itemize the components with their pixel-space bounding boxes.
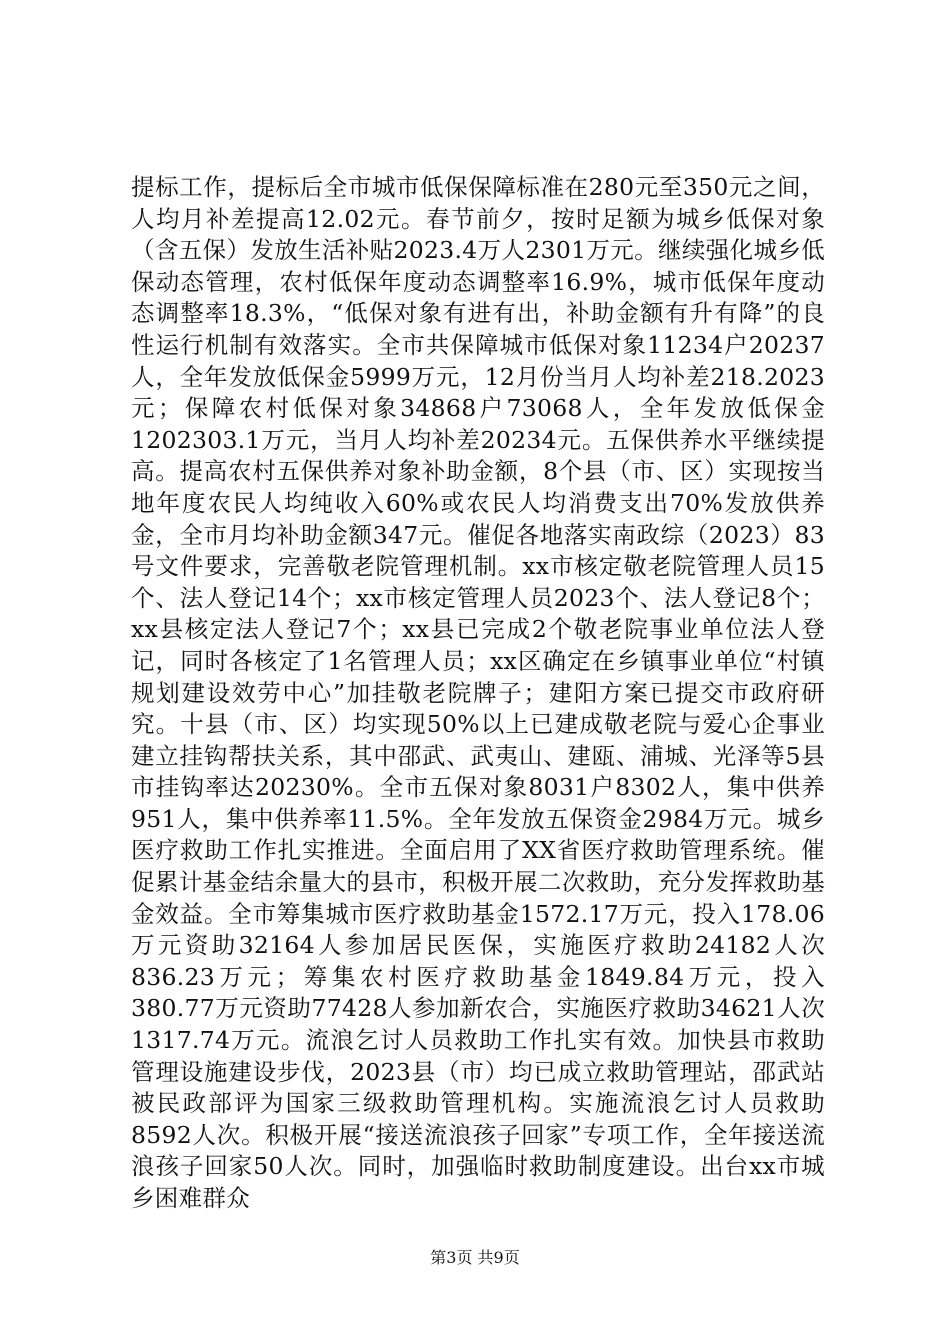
- page-number-footer: 第3页 共9页: [430, 1248, 520, 1267]
- body-paragraph: 提标工作，提标后全市城市低保保障标准在280元至350元之间，人均月补差提高12.02元。春节前夕，按时足额为城乡低保对象（含五保）发放生活补贴2023.4万人2301万元。继续强化城乡低保动态管理，农村低保年度动态调整率16.9%，城市低保年度动态调整率18.3%，“低保对象有进有出，补助金额有升有降”的良性运行机制有效落实。全市共保障城市低保对象11234户20237人，全年发放低保金5999万元，12月份当月人均补差218.2023元；保障农村低保对象34868户73068人，全年发放低保金1202303.1万元，当月人均补差20234元。五保供养水平继续提高。提高农村五保供养对象补助金额，8个县（市、区）实现按当地年度农民人均纯收入60%或农民人均消费支出70%发放供养金，全市月均补助金额347元。催促各地落实南政综（2023）83号文件要求，完善敬老院管理机制。xx市核定敬老院管理人员15个、法人登记14个；xx市核定管理人员2023个、法人登记8个；xx县核定法人登记7个；xx县已完成2个敬老院事业单位法人登记，同时各核定了1名管理人员；xx区确定在乡镇事业单位“村镇规划建设效劳中心”加挂敬老院牌子；建阳方案已提交市政府研究。十县（市、区）均实现50%以上已建成敬老院与爱心企事业建立挂钩帮扶关系，其中邵武、武夷山、建瓯、浦城、光泽等5县市挂钩率达20230%。全市五保对象8031户8302人，集中供养951人，集中供养率11.5%。全年发放五保资金2984万元。城乡医疗救助工作扎实推进。全面启用了XX省医疗救助管理系统。催促累计基金结余量大的县市，积极开展二次救助，充分发挥救助基金效益。全市筹集城市医疗救助基金1572.17万元，投入178.06万元资助32164人参加居民医保，实施医疗救助24182人次836.23万元；筹集农村医疗救助基金1849.84万元，投入380.77万元资助77428人参加新农合，实施医疗救助34621人次1317.74万元。流浪乞讨人员救助工作扎实有效。加快县市救助管理设施建设步伐，2023县（市）均已成立救助管理站，邵武站被民政部评为国家三级救助管理机构。实施流浪乞讨人员救助8592人次。积极开展“接送流浪孩子回家”专项工作，全年接送流浪孩子回家50人次。同时，加强临时救助制度建设。出台xx市城乡困难群众: [131, 173, 825, 1212]
